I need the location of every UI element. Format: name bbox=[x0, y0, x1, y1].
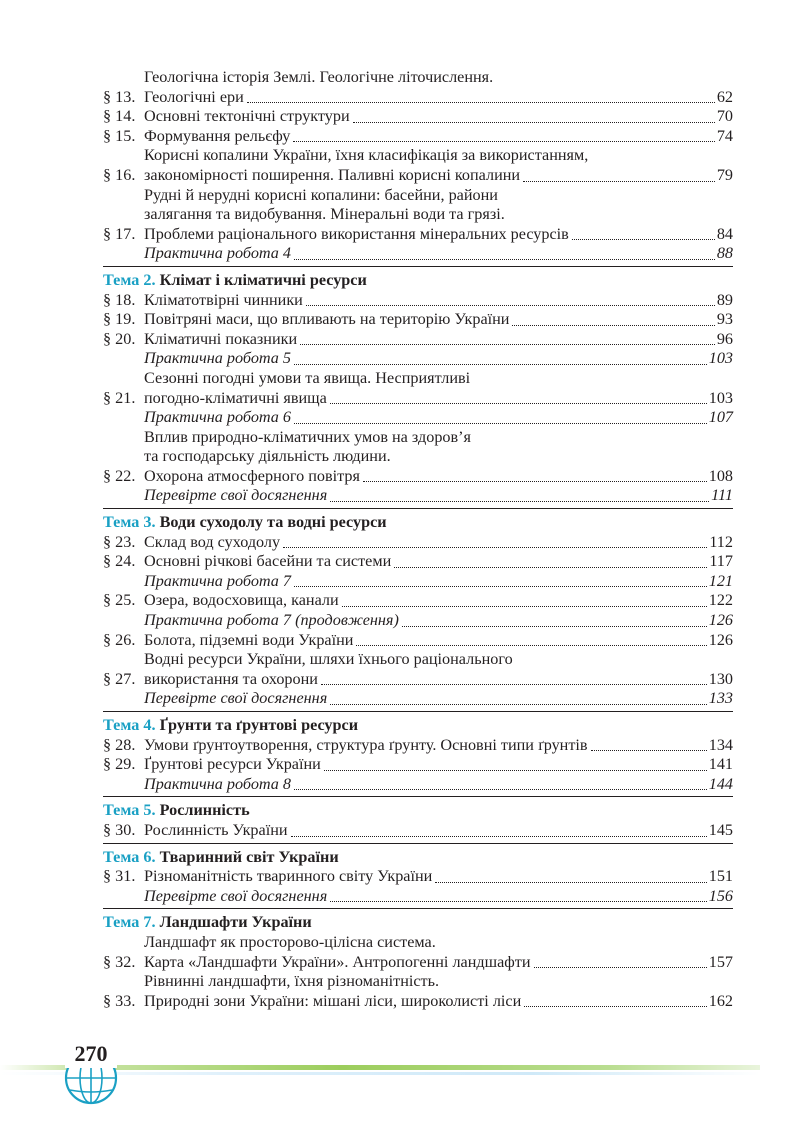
topic-title: Тваринний світ України bbox=[159, 847, 339, 866]
toc-page-number: 93 bbox=[716, 310, 733, 329]
section-divider bbox=[103, 266, 733, 267]
dot-leader bbox=[591, 750, 707, 751]
dot-leader bbox=[293, 141, 714, 142]
toc-activity-entry bbox=[103, 887, 733, 907]
toc-entry bbox=[103, 186, 733, 245]
toc-section-number: § 22. bbox=[103, 466, 136, 485]
toc-entry bbox=[103, 591, 733, 611]
toc-entry bbox=[103, 127, 733, 147]
toc-page-number: 108 bbox=[708, 466, 733, 485]
toc-entry-title: Основні тектонічні структури bbox=[144, 107, 350, 126]
toc-entry-title: Перевірте свої досягнення bbox=[144, 689, 328, 708]
section-divider bbox=[103, 508, 733, 509]
toc-section-number: § 19. bbox=[103, 310, 136, 329]
dot-leader bbox=[294, 364, 707, 365]
dot-leader bbox=[356, 645, 706, 646]
toc-activity-entry bbox=[103, 689, 733, 709]
toc-page-number: 79 bbox=[716, 165, 733, 184]
toc-entry-title: Озера, водосховища, канали bbox=[144, 591, 339, 610]
page-number: 270 bbox=[74, 1041, 108, 1066]
toc-entry-title: Умови ґрунтоутворення, структура ґрунту. Основні типи ґрунтів bbox=[144, 735, 588, 754]
toc-section-number: § 14. bbox=[103, 107, 136, 126]
toc-page-number: 122 bbox=[708, 591, 733, 610]
toc-section-number: § 31. bbox=[103, 867, 136, 886]
toc-page-number: 103 bbox=[708, 388, 733, 407]
toc-entry bbox=[103, 310, 733, 330]
toc-page-number: 144 bbox=[708, 774, 733, 793]
toc-entry bbox=[103, 68, 733, 107]
toc-entry-title: Водні ресурси України, шляхи їхнього раціонального bbox=[144, 650, 513, 669]
toc-page-number: 145 bbox=[708, 820, 733, 839]
dot-leader bbox=[330, 403, 707, 404]
dot-leader bbox=[306, 305, 715, 306]
toc-activity-entry bbox=[103, 611, 733, 631]
toc-entry-title: Охорона атмосферного повітря bbox=[144, 466, 360, 485]
toc-entry-title: погодно-кліматичні явища bbox=[144, 388, 327, 407]
dot-leader bbox=[523, 181, 715, 182]
toc-entry-title: Карта «Ландшафти України». Антропогенні ландшафти bbox=[144, 952, 531, 971]
topic-title: Води суходолу та водні ресурси bbox=[159, 513, 387, 532]
toc-entry-title: Практична робота 7 (продовження) bbox=[144, 611, 399, 630]
toc-entry-title: Практична робота 5 bbox=[144, 349, 292, 368]
topic-heading bbox=[103, 801, 733, 821]
toc-section-number: § 18. bbox=[103, 290, 136, 309]
toc-entry-title: Перевірте свої досягнення bbox=[144, 886, 328, 905]
toc-activity-entry bbox=[103, 486, 733, 506]
toc-entry-title: Вплив природно-кліматичних умов на здоров’я bbox=[144, 427, 471, 446]
toc-entry-title: Основні річкові басейни та системи bbox=[144, 552, 392, 571]
toc-entry bbox=[103, 146, 733, 185]
toc-page-number: 103 bbox=[708, 349, 733, 368]
toc-page-number: 84 bbox=[716, 224, 733, 243]
topic-heading bbox=[103, 716, 733, 736]
toc-page-number: 126 bbox=[708, 630, 733, 649]
toc-section-number: § 33. bbox=[103, 991, 136, 1010]
toc-entry bbox=[103, 631, 733, 651]
toc-page-number: 126 bbox=[708, 611, 733, 630]
toc-page-number: 112 bbox=[709, 532, 733, 551]
toc-entry bbox=[103, 650, 733, 689]
topic-heading bbox=[103, 513, 733, 533]
topic-heading bbox=[103, 913, 733, 933]
toc-section-number: § 24. bbox=[103, 552, 136, 571]
toc-page-number: 162 bbox=[708, 991, 733, 1010]
toc-section-number: § 30. bbox=[103, 820, 136, 839]
toc-entry-title: Формування рельєфу bbox=[144, 126, 291, 145]
dot-leader bbox=[300, 344, 715, 345]
toc-activity-entry bbox=[103, 572, 733, 592]
toc-activity-entry bbox=[103, 349, 733, 369]
toc-section-number: § 27. bbox=[103, 669, 136, 688]
toc-page-number: 121 bbox=[708, 571, 733, 590]
toc-entry bbox=[103, 867, 733, 887]
topic-heading bbox=[103, 271, 733, 291]
toc-page-number: 74 bbox=[716, 126, 733, 145]
toc-page-number: 89 bbox=[716, 290, 733, 309]
topic-title: Клімат і кліматичні ресурси bbox=[159, 270, 367, 289]
dot-leader bbox=[294, 586, 707, 587]
topic-label: Тема 6. bbox=[103, 847, 156, 866]
toc-entry-title: залягання та видобування. Мінеральні води та грязі. bbox=[144, 205, 505, 224]
toc-entry-title: Перевірте свої досягнення bbox=[144, 486, 328, 505]
dot-leader bbox=[330, 901, 706, 902]
dot-leader bbox=[294, 789, 707, 790]
page-number-badge bbox=[60, 1036, 122, 1106]
toc-activity-entry bbox=[103, 408, 733, 428]
toc-entry-title: Болота, підземні води України bbox=[144, 630, 354, 649]
toc-entry bbox=[103, 107, 733, 127]
dot-leader bbox=[363, 481, 707, 482]
toc-page-number: 134 bbox=[708, 735, 733, 754]
topic-title: Рослинність bbox=[159, 801, 250, 820]
toc-entry-title: Ландшафт як просторово-цілісна система. bbox=[144, 932, 436, 951]
toc-entry-title: Ґрунтові ресурси України bbox=[144, 755, 321, 774]
toc-page-number: 62 bbox=[716, 87, 733, 106]
toc-entry-title: Повітряні маси, що впливають на територію України bbox=[144, 310, 510, 329]
toc-entry-title: Кліматотвірні чинники bbox=[144, 290, 303, 309]
toc-section-number: § 21. bbox=[103, 388, 136, 407]
dot-leader bbox=[330, 704, 706, 705]
dot-leader bbox=[512, 325, 714, 326]
toc-entry-title: Природні зони України: мішані ліси, широколисті ліси bbox=[144, 991, 522, 1010]
dot-leader bbox=[402, 626, 707, 627]
toc-entry-title: Геологічна історія Землі. Геологічне літочислення. bbox=[144, 68, 494, 86]
toc-entry bbox=[103, 330, 733, 350]
dot-leader bbox=[283, 547, 707, 548]
toc-section-number: § 16. bbox=[103, 165, 136, 184]
dot-leader bbox=[353, 122, 715, 123]
toc-entry-title: Корисні копалини України, їхня класифікація за використанням, bbox=[144, 146, 589, 165]
toc-entry-title: Практична робота 4 bbox=[144, 244, 292, 263]
toc-entry-title: Практична робота 7 bbox=[144, 571, 292, 590]
dot-leader bbox=[534, 967, 707, 968]
topic-label: Тема 2. bbox=[103, 270, 156, 289]
toc-entry-title: закономірності поширення. Паливні корисні копалини bbox=[144, 165, 521, 184]
toc-entry-title: Практична робота 8 bbox=[144, 774, 292, 793]
toc-section-number: § 23. bbox=[103, 532, 136, 551]
dot-leader bbox=[247, 102, 715, 103]
table-of-contents bbox=[103, 68, 733, 1011]
topic-label: Тема 5. bbox=[103, 801, 156, 820]
toc-page-number: 151 bbox=[708, 867, 733, 886]
toc-entry bbox=[103, 821, 733, 841]
toc-entry bbox=[103, 552, 733, 572]
section-divider bbox=[103, 796, 733, 797]
toc-entry-title: Сезонні погодні умови та явища. Несприятливі bbox=[144, 368, 471, 387]
toc-page-number: 157 bbox=[708, 952, 733, 971]
toc-entry-title: Геологічні ери bbox=[144, 87, 244, 106]
dot-leader bbox=[572, 239, 715, 240]
toc-section-number: § 13. bbox=[103, 87, 136, 106]
toc-entry bbox=[103, 972, 733, 1011]
toc-entry-title: Рудні й нерудні корисні копалини: басейни, райони bbox=[144, 185, 498, 204]
section-divider bbox=[103, 711, 733, 712]
toc-page-number: 117 bbox=[709, 552, 733, 571]
toc-activity-entry bbox=[103, 775, 733, 795]
toc-entry-title: Проблеми раціонального використання мінеральних ресурсів bbox=[144, 224, 569, 243]
dot-leader bbox=[342, 606, 707, 607]
topic-label: Тема 3. bbox=[103, 513, 156, 532]
dot-leader bbox=[435, 882, 706, 883]
toc-section-number: § 26. bbox=[103, 630, 136, 649]
dot-leader bbox=[394, 567, 707, 568]
toc-entry bbox=[103, 291, 733, 311]
toc-page-number: 107 bbox=[708, 408, 733, 427]
toc-section-number: § 20. bbox=[103, 329, 136, 348]
dot-leader bbox=[524, 1006, 706, 1007]
dot-leader bbox=[294, 423, 707, 424]
dot-leader bbox=[330, 501, 709, 502]
toc-page-number: 133 bbox=[708, 689, 733, 708]
dot-leader bbox=[321, 684, 707, 685]
toc-section-number: § 29. bbox=[103, 755, 136, 774]
toc-page-number: 111 bbox=[711, 486, 733, 505]
toc-entry-title: використання та охорони bbox=[144, 669, 318, 688]
toc-section-number: § 28. bbox=[103, 735, 136, 754]
toc-entry bbox=[103, 533, 733, 553]
toc-section-number: § 32. bbox=[103, 952, 136, 971]
topic-label: Тема 4. bbox=[103, 716, 156, 734]
toc-entry-title: Склад вод суходолу bbox=[144, 532, 281, 551]
dot-leader bbox=[291, 836, 707, 837]
toc-section-number: § 25. bbox=[103, 591, 136, 610]
toc-entry bbox=[103, 755, 733, 775]
toc-page-number: 130 bbox=[708, 669, 733, 688]
topic-label: Тема 7. bbox=[103, 913, 156, 932]
toc-page-number: 88 bbox=[716, 244, 733, 263]
toc-page-number: 141 bbox=[708, 755, 733, 774]
topic-heading bbox=[103, 848, 733, 868]
toc-section-number: § 17. bbox=[103, 224, 136, 243]
toc-entry bbox=[103, 369, 733, 408]
toc-entry bbox=[103, 933, 733, 972]
toc-section-number: § 15. bbox=[103, 126, 136, 145]
toc-entry-title: Практична робота 6 bbox=[144, 408, 292, 427]
toc-entry-title: Кліматичні показники bbox=[144, 329, 298, 348]
toc-entry-title: Різноманітність тваринного світу України bbox=[144, 867, 433, 886]
toc-entry-title: Рівнинні ландшафти, їхня різноманітність. bbox=[144, 972, 440, 991]
toc-entry bbox=[103, 428, 733, 487]
section-divider bbox=[103, 843, 733, 844]
dot-leader bbox=[324, 770, 707, 771]
toc-entry-title: та господарську діяльність людини. bbox=[144, 447, 391, 466]
section-divider bbox=[103, 908, 733, 909]
dot-leader bbox=[294, 259, 715, 260]
topic-title: Ландшафти України bbox=[159, 913, 312, 932]
toc-entry-title: Рослинність України bbox=[144, 820, 288, 839]
toc-page-number: 156 bbox=[708, 886, 733, 905]
toc-activity-entry bbox=[103, 244, 733, 264]
topic-title: Ґрунти та ґрунтові ресурси bbox=[159, 716, 359, 734]
toc-page-number: 96 bbox=[716, 329, 733, 348]
toc-page-number: 70 bbox=[716, 107, 733, 126]
toc-entry bbox=[103, 736, 733, 756]
